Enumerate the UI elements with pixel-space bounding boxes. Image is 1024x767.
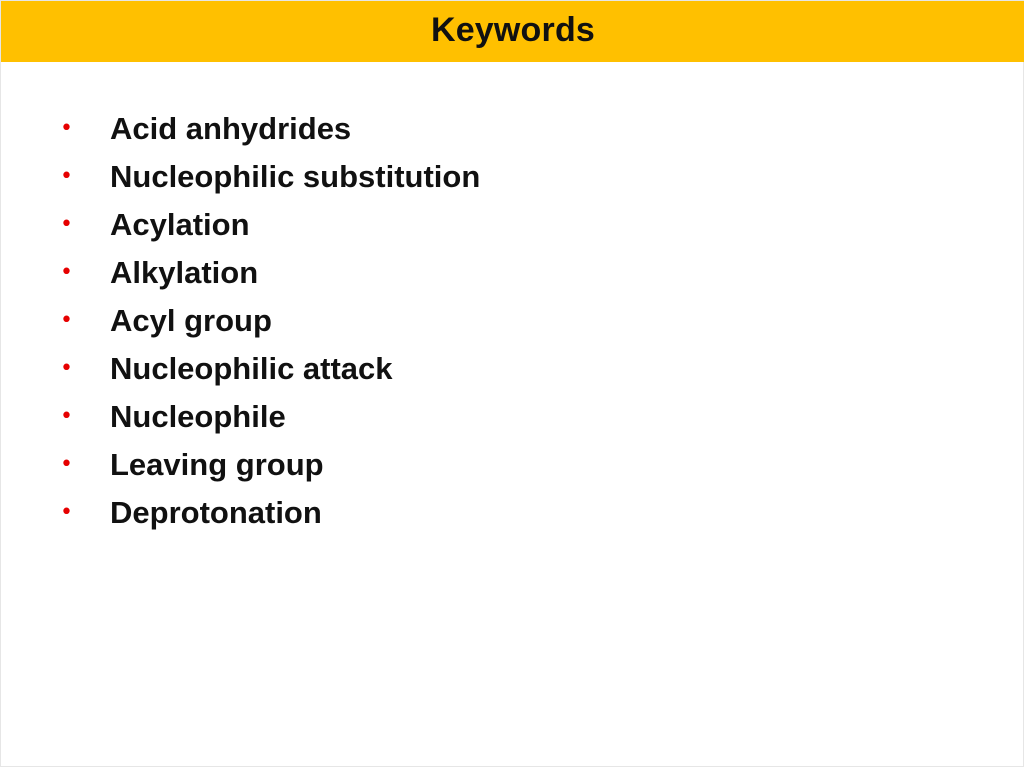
bullet-icon: • xyxy=(60,308,73,333)
keyword-list xyxy=(59,105,480,537)
bullet-icon: • xyxy=(60,500,73,525)
keyword-item xyxy=(59,489,480,537)
keyword-label: Acid anhydrides xyxy=(110,111,352,146)
keyword-label: Nucleophilic substitution xyxy=(110,159,481,194)
keyword-label: Nucleophilic attack xyxy=(110,351,393,386)
bullet-icon: • xyxy=(60,452,73,477)
bullet-icon: • xyxy=(60,404,73,429)
bullet-icon: • xyxy=(60,116,73,141)
keyword-item xyxy=(59,345,480,393)
bullet-icon: • xyxy=(60,260,73,285)
keyword-item xyxy=(59,297,480,345)
slide-title: Keywords xyxy=(430,11,596,49)
keyword-item xyxy=(59,249,480,297)
keyword-item xyxy=(59,105,480,153)
keyword-label: Nucleophile xyxy=(110,399,286,434)
bullet-icon: • xyxy=(60,356,73,381)
keyword-label: Deprotonation xyxy=(110,495,322,530)
bullet-icon: • xyxy=(60,164,73,189)
bullet-icon: • xyxy=(60,212,73,237)
keyword-label: Alkylation xyxy=(110,255,259,290)
keyword-label: Leaving group xyxy=(110,447,324,482)
keyword-item xyxy=(59,153,480,201)
keyword-item xyxy=(59,201,480,249)
keyword-label: Acylation xyxy=(110,207,250,242)
keyword-item xyxy=(59,441,480,489)
keyword-item xyxy=(59,393,480,441)
title-bar xyxy=(1,1,1024,62)
keyword-label: Acyl group xyxy=(110,303,272,338)
